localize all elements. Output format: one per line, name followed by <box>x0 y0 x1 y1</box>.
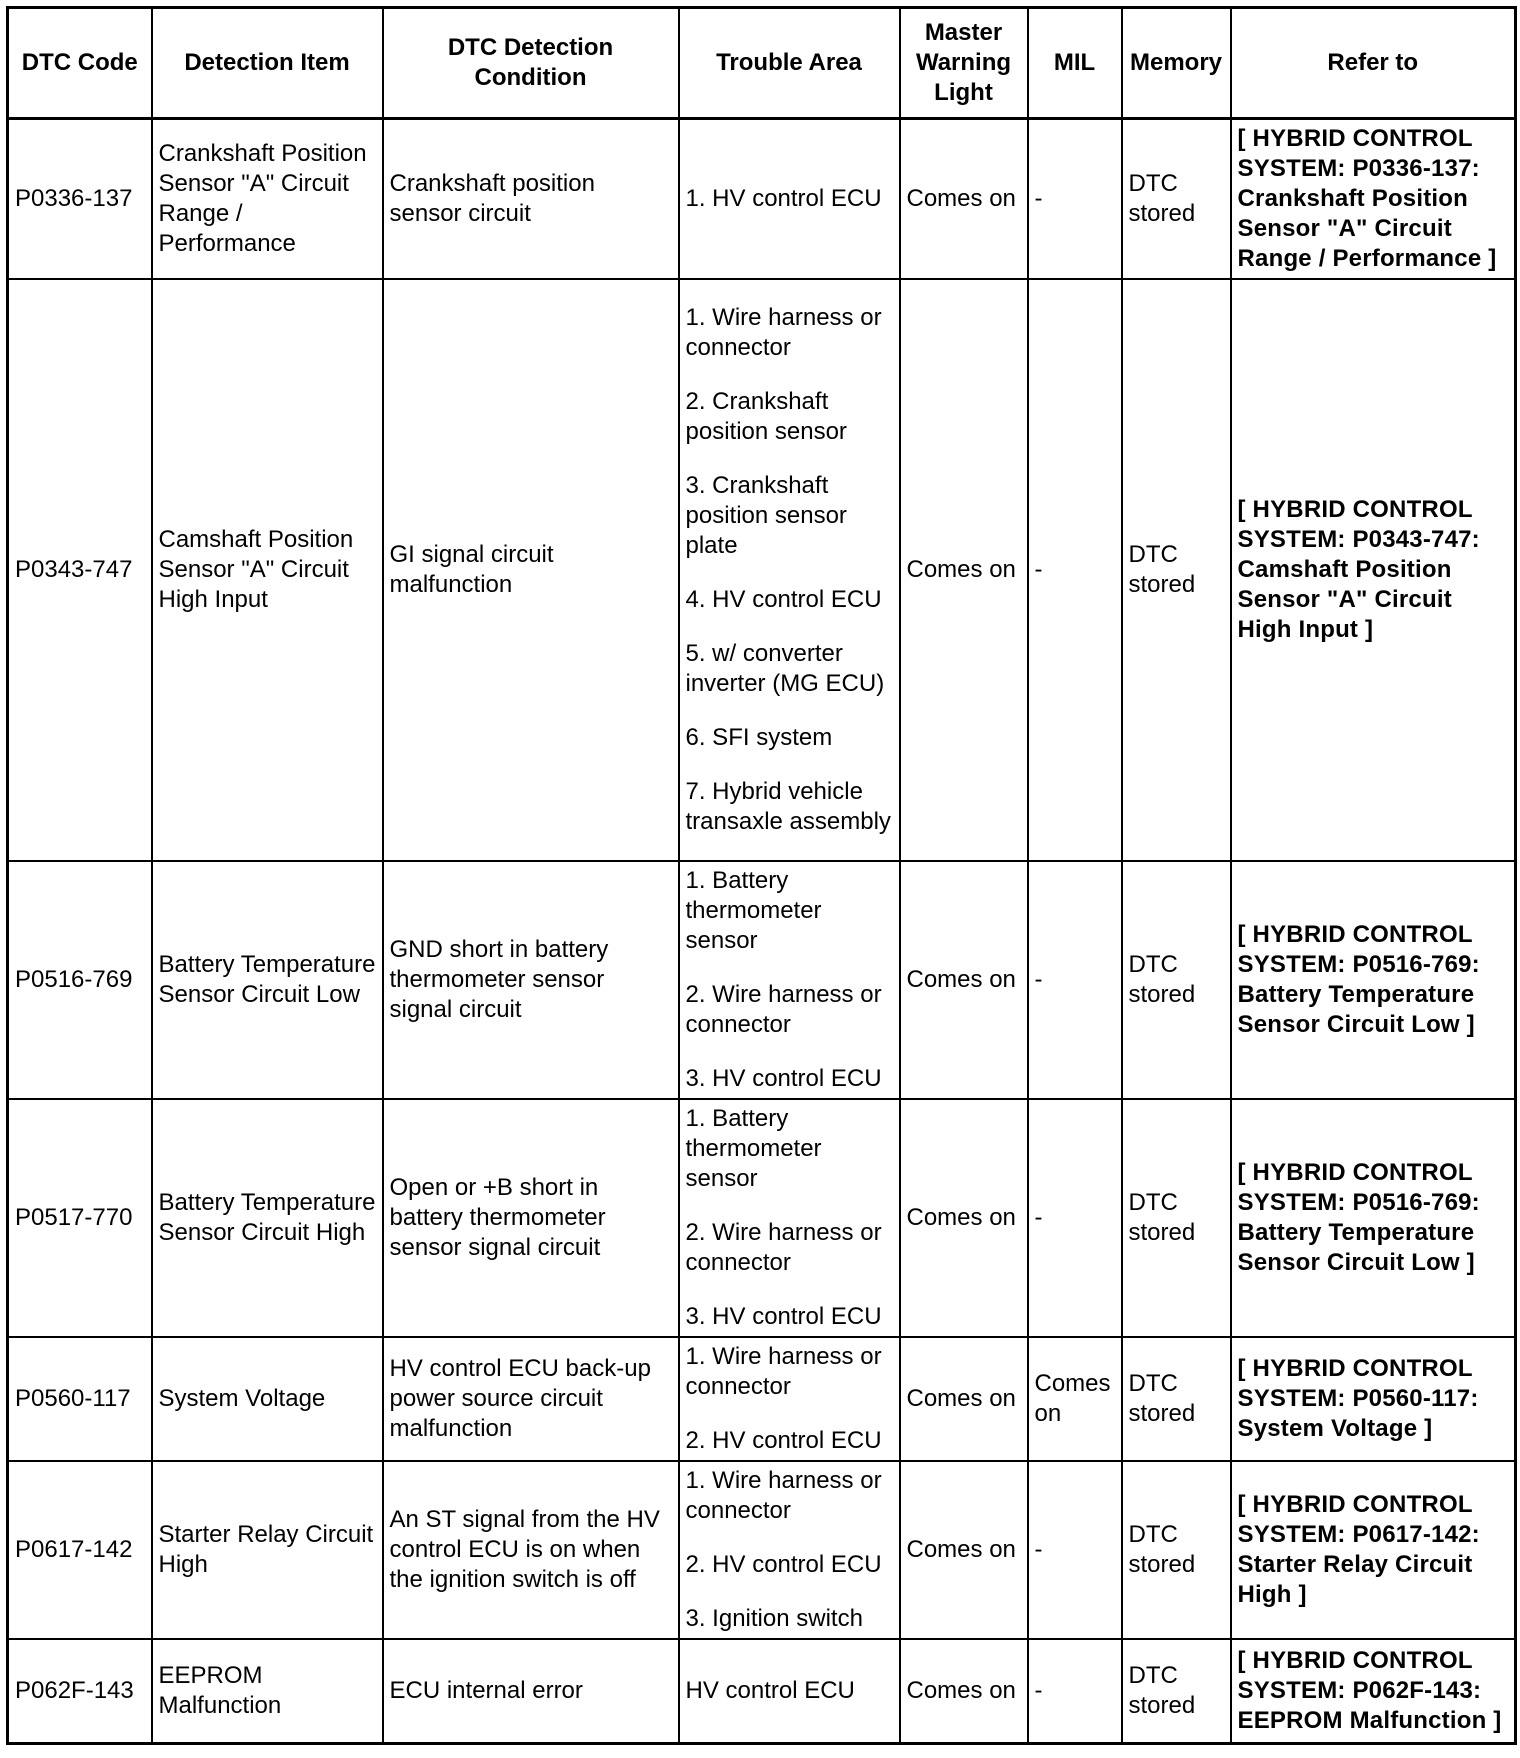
master-warning-light-cell: Comes on <box>900 1337 1028 1461</box>
detection-item-cell: Camshaft Position Sensor "A" Circuit High Input <box>152 279 383 861</box>
mil-cell: - <box>1028 279 1122 861</box>
trouble-area-item: 2. Crankshaft position sensor <box>685 388 847 445</box>
trouble-area-item: 3. HV control ECU <box>685 1303 882 1330</box>
memory-cell: DTC stored <box>1122 1099 1231 1337</box>
memory-cell: DTC stored <box>1122 861 1231 1099</box>
trouble-area-item: 7. Hybrid vehicle transaxle assembly <box>685 778 891 835</box>
header-memory: Memory <box>1122 8 1231 119</box>
memory-cell: DTC stored <box>1122 1461 1231 1639</box>
header-mil: MIL <box>1028 8 1122 119</box>
dtc-code-cell: P0617-142 <box>8 1461 152 1639</box>
memory-cell: DTC stored <box>1122 1337 1231 1461</box>
trouble-area-cell <box>679 1639 900 1743</box>
trouble-area-list <box>686 1676 893 1706</box>
trouble-area-item: 2. HV control ECU <box>685 1427 882 1454</box>
detection-item-cell: Battery Temperature Sensor Circuit Low <box>152 861 383 1099</box>
trouble-area-item: 1. Wire harness or connector <box>685 1467 882 1524</box>
detection-item-cell: EEPROM Malfunction <box>152 1639 383 1743</box>
trouble-area-item: 4. HV control ECU <box>685 586 882 613</box>
dtc-code-cell: P0516-769 <box>8 861 152 1099</box>
header-detection-item: Detection Item <box>152 8 383 119</box>
dtc-code-cell: P0560-117 <box>8 1337 152 1461</box>
trouble-area-cell <box>679 1461 900 1639</box>
dtc-code-cell: P062F-143 <box>8 1639 152 1743</box>
header-row <box>8 8 1516 119</box>
trouble-area-item: 3. Ignition switch <box>685 1605 863 1632</box>
dtc-table <box>6 6 1517 1745</box>
trouble-area-cell <box>679 1099 900 1337</box>
table-row <box>8 1639 1516 1743</box>
refer-to-cell: [ HYBRID CONTROL SYSTEM: P0560-117: System Voltage ] <box>1231 1337 1516 1461</box>
master-warning-light-cell: Comes on <box>900 279 1028 861</box>
table-row <box>8 1337 1516 1461</box>
memory-cell: DTC stored <box>1122 119 1231 280</box>
trouble-area-item: 1. Battery thermometer sensor <box>685 867 822 954</box>
trouble-area-item: 1. Battery thermometer sensor <box>685 1105 822 1192</box>
refer-to-cell: [ HYBRID CONTROL SYSTEM: P0617-142: Starter Relay Circuit High ] <box>1231 1461 1516 1639</box>
master-warning-light-cell: Comes on <box>900 1639 1028 1743</box>
trouble-area-item: HV control ECU <box>685 1676 855 1704</box>
master-warning-light-cell: Comes on <box>900 119 1028 280</box>
mil-cell: - <box>1028 1639 1122 1743</box>
trouble-area-item: 6. SFI system <box>685 724 833 751</box>
detection-condition-cell: ECU internal error <box>383 1639 679 1743</box>
trouble-area-list <box>686 866 893 1094</box>
trouble-area-item: 3. Crankshaft position sensor plate <box>685 472 847 559</box>
trouble-area-item: 1. Wire harness or connector <box>685 304 882 361</box>
refer-to-cell: [ HYBRID CONTROL SYSTEM: P0343-747: Camshaft Position Sensor "A" Circuit High Input ] <box>1231 279 1516 861</box>
table-row <box>8 861 1516 1099</box>
dtc-code-cell: P0517-770 <box>8 1099 152 1337</box>
trouble-area-item: 2. Wire harness or connector <box>685 1219 882 1276</box>
trouble-area-item: 1. Wire harness or connector <box>685 1343 882 1400</box>
detection-condition-cell: An ST signal from the HV control ECU is on when the ignition switch is off <box>383 1461 679 1639</box>
trouble-area-cell <box>679 861 900 1099</box>
trouble-area-item: 3. HV control ECU <box>685 1065 882 1092</box>
header-refer-to: Refer to <box>1231 8 1516 119</box>
trouble-area-item: 5. w/ converter inverter (MG ECU) <box>685 640 885 697</box>
mil-cell: - <box>1028 1099 1122 1337</box>
refer-to-cell: [ HYBRID CONTROL SYSTEM: P062F-143: EEPROM Malfunction ] <box>1231 1639 1516 1743</box>
trouble-area-list <box>686 303 893 837</box>
trouble-area-list <box>686 1466 893 1634</box>
dtc-code-cell: P0336-137 <box>8 119 152 280</box>
table-row <box>8 1461 1516 1639</box>
table-row <box>8 279 1516 861</box>
detection-condition-cell: GND short in battery thermometer sensor signal circuit <box>383 861 679 1099</box>
trouble-area-list <box>686 1342 893 1456</box>
table-row <box>8 119 1516 280</box>
master-warning-light-cell: Comes on <box>900 1099 1028 1337</box>
header-dtc-code: DTC Code <box>8 8 152 119</box>
detection-item-cell: Crankshaft Position Sensor "A" Circuit Range / Performance <box>152 119 383 280</box>
table-row <box>8 1099 1516 1337</box>
detection-condition-cell: GI signal circuit malfunction <box>383 279 679 861</box>
memory-cell: DTC stored <box>1122 1639 1231 1743</box>
detection-condition-cell: Open or +B short in battery thermometer sensor signal circuit <box>383 1099 679 1337</box>
trouble-area-cell <box>679 1337 900 1461</box>
trouble-area-item: 2. HV control ECU <box>685 1551 882 1578</box>
trouble-area-item: 1. HV control ECU <box>685 185 882 212</box>
mil-cell: Comes on <box>1028 1337 1122 1461</box>
refer-to-cell: [ HYBRID CONTROL SYSTEM: P0516-769: Battery Temperature Sensor Circuit Low ] <box>1231 1099 1516 1337</box>
trouble-area-item: 2. Wire harness or connector <box>685 981 882 1038</box>
detection-condition-cell: Crankshaft position sensor circuit <box>383 119 679 280</box>
mil-cell: - <box>1028 1461 1122 1639</box>
mil-cell: - <box>1028 861 1122 1099</box>
refer-to-cell: [ HYBRID CONTROL SYSTEM: P0336-137: Crankshaft Position Sensor "A" Circuit Range / Performance ] <box>1231 119 1516 280</box>
header-master-warning-light: Master Warning Light <box>900 8 1028 119</box>
detection-item-cell: Battery Temperature Sensor Circuit High <box>152 1099 383 1337</box>
refer-to-cell: [ HYBRID CONTROL SYSTEM: P0516-769: Battery Temperature Sensor Circuit Low ] <box>1231 861 1516 1099</box>
detection-item-cell: System Voltage <box>152 1337 383 1461</box>
master-warning-light-cell: Comes on <box>900 1461 1028 1639</box>
trouble-area-list <box>686 184 893 214</box>
detection-item-cell: Starter Relay Circuit High <box>152 1461 383 1639</box>
trouble-area-list <box>686 1104 893 1332</box>
header-detection-condition: DTC Detection Condition <box>383 8 679 119</box>
trouble-area-cell <box>679 279 900 861</box>
trouble-area-cell <box>679 119 900 280</box>
mil-cell: - <box>1028 119 1122 280</box>
memory-cell: DTC stored <box>1122 279 1231 861</box>
dtc-code-cell: P0343-747 <box>8 279 152 861</box>
header-trouble-area: Trouble Area <box>679 8 900 119</box>
master-warning-light-cell: Comes on <box>900 861 1028 1099</box>
detection-condition-cell: HV control ECU back-up power source circuit malfunction <box>383 1337 679 1461</box>
